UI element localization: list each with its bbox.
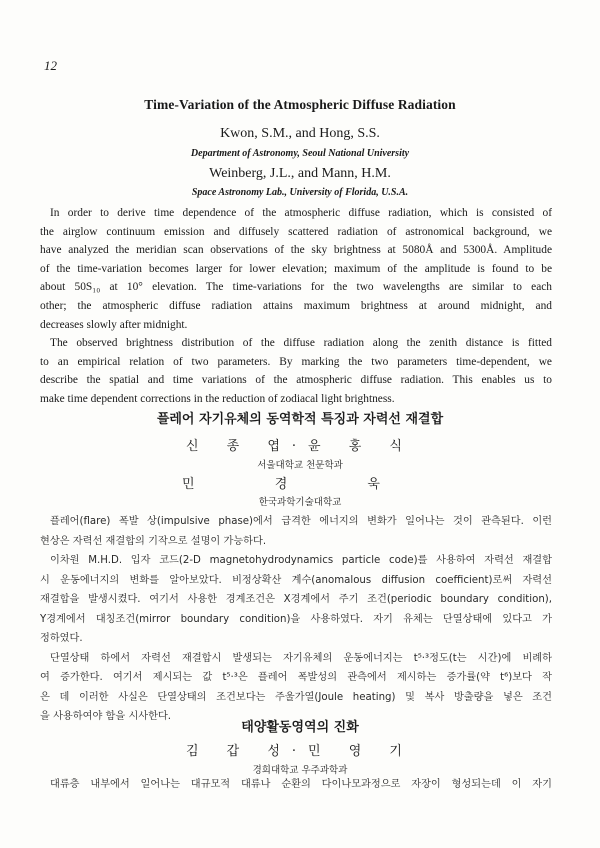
abstract-line: 은 데 이러한 사실은 단열상태의 조건보다는 주울가열(Joule heating) 및 복사 방출량을 넣은 조건 [40, 691, 552, 703]
author-line: 김 갑 성·민 영 기 [185, 744, 414, 759]
affiliation: 한국과학기술대학교 [258, 497, 342, 508]
abstract-line: The observed brightness distribution of the diffuse radiation along the zenith distance is fitted [50, 337, 552, 350]
abstract-line: have analyzed the meridian scan observations of the sky brightness at 5080Å and 5300Å. Amplitude [40, 244, 552, 257]
abstract-line: 정하였다. [40, 633, 83, 644]
abstract-line: 플레어(flare) 폭발 상(impulsive phase)에서 급격한 에너지의 변화가 일어나는 것이 관측된다. 이런 [50, 516, 552, 527]
abstract-line: of the time-variation becomes larger for lower elevation; maximum of the amplitude is found to be [40, 262, 552, 275]
abstract-line: to an empirical relation of two parameters. By marking the two parameters time-dependent, we [40, 355, 552, 368]
page-number: 12 [44, 58, 57, 73]
abstract-line: Y경계에서 대칭조건(mirror boundary condition)을 사용하였다. 자기 유체는 단열상태에 있다고 가 [40, 613, 552, 625]
abstract-line: decreases slowly after midnight. [40, 318, 188, 331]
abstract-english [40, 204, 552, 409]
affiliation: 서울대학교 천문학과 [257, 460, 343, 471]
abstract-line: make time dependent corrections in the reduction of zodiacal light brightness. [40, 392, 395, 405]
abstract-line: 재결합을 발생시켰다. 여기서 사용한 경계조건은 X경계에서 주기 조건(periodic boundary condition), [40, 594, 552, 605]
abstract-line: 이차원 M.H.D. 입자 코드(2-D magnetohydrodynamics particle code)를 사용하여 자력선 재결합 [50, 555, 552, 566]
abstract-line: describe the spatial and time variations of the atmospheric diffuse radiation. This enables us to [40, 374, 552, 387]
affiliation: 경희대학교 우주과학과 [252, 765, 348, 776]
abstract-line: 대류층 내부에서 일어나는 대규모적 대류나 순환의 다이나모과정으로 자장이 형성되는데 이 자기 [50, 779, 552, 790]
abstract-line: 여 증가한다. 여기서 제시되는 값 t⁵·³은 플레어 폭발성의 관측에서 제시하는 증가률(약 t⁶)보다 작 [40, 672, 552, 683]
abstract-korean [40, 512, 552, 727]
abstract-line: 현상은 자력선 재결합의 기작으로 설명이 가능하다. [40, 535, 267, 547]
abstract-line: other; the atmospheric diffuse radiation attains maximum brightness at around midnight, and [40, 299, 552, 312]
abstract-line: the airglow continuum emission and diffusely scattered radiation of astronomical background, we [40, 225, 552, 238]
affiliation: Department of Astronomy, Seoul National University [190, 148, 410, 159]
abstract-korean [40, 775, 552, 795]
abstract-line: 단열상태 하에서 자력선 재결합시 발생되는 자기유체의 운동에너지는 t⁵·³정도(t는 시간)에 비례하 [50, 652, 552, 664]
abstract-line: about 50S₁₀ at 10° elevation. The time-variations for the two wavelengths are similar to each [40, 281, 552, 294]
paper-title: 플레어 자기유체의 동역학적 특징과 자력선 재결합 [156, 412, 444, 427]
affiliation: Space Astronomy Lab., University of Florida, U.S.A. [191, 187, 409, 198]
author-line: Weinberg, J.L., and Mann, H.M. [209, 166, 391, 181]
author-line: 신 종 엽·윤 홍 식 [185, 439, 414, 454]
author-line: 민 경 욱 [182, 477, 418, 492]
abstract-line: In order to derive time dependence of the atmospheric diffuse radiation, which is consisted of [50, 207, 552, 219]
author-line: Kwon, S.M., and Hong, S.S. [220, 126, 380, 141]
abstract-line: 시 운동에너지의 변화를 알아보았다. 비정상확산 계수(anomalous diffusion coefficient)로써 자력선 [40, 574, 552, 586]
paper-title: Time-Variation of the Atmospheric Diffuse Radiation [144, 97, 456, 112]
paper-title: 태양활동영역의 진화 [241, 720, 359, 735]
abstract-line: 을 사용하여야 함을 시사한다. [40, 711, 172, 722]
